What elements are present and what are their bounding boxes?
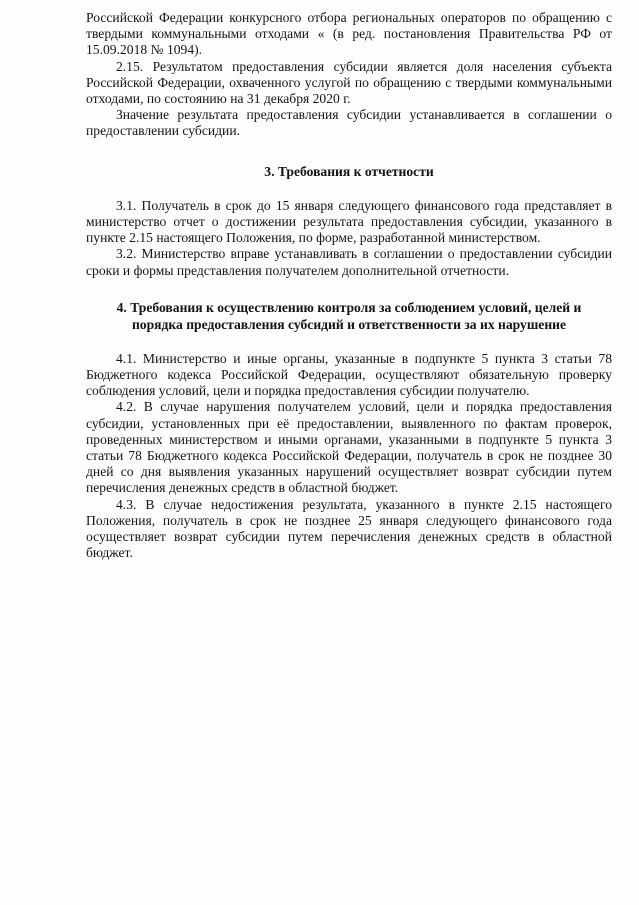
- section-4-heading-line-1: 4. Требования к осуществлению контроля за соблюдением условий, целей и: [116, 299, 582, 315]
- document-body: [86, 10, 612, 561]
- paragraph-result-value: Значение результата предоставления субсидии устанавливается в соглашении о предоставлении субсидии.: [86, 107, 612, 139]
- paragraph-4-2: 4.2. В случае нарушения получателем условий, цели и порядка предоставления субсидии, установленных при её предоставлении, выявленного по фактам проверок, проведенных министерством и иными органами, указанными в подпункте 5 пункта 3 статьи 78 Бюджетного кодекса Российской Федерации, получатель в срок не позднее 30 дней со дня выявления указанных нарушений осуществляет возврат субсидии путем перечисления денежных средств в областной бюджет.: [86, 399, 612, 496]
- section-4-heading-line-2: порядка предоставления субсидий и ответственности за их нарушение: [131, 316, 567, 332]
- paragraph-intro: Российской Федерации конкурсного отбора региональных операторов по обращению с твердыми коммунальными отходами « (в ред. постановления Правительства РФ от 15.09.2018 № 1094).: [86, 10, 612, 58]
- paragraph-4-1: 4.1. Министерство и иные органы, указанные в подпункте 5 пункта 3 статьи 78 Бюджетного кодекса Российской Федерации, осуществляют обязательную проверку соблюдения условий, цели и порядка предоставления субсидии получателю.: [86, 350, 612, 399]
- paragraph-3-2: 3.2. Министерство вправе устанавливать в соглашении о предоставлении субсидии сроки и формы представления получателем дополнительной отчетности.: [86, 246, 612, 278]
- section-4-heading: [86, 299, 612, 333]
- paragraph-3-1: 3.1. Получатель в срок до 15 января следующего финансового года представляет в министерство отчет о достижении результата предоставления субсидии, указанного в пункте 2.15 настоящего Положения, по форме, разработанной министерством.: [86, 197, 612, 246]
- section-3-heading: 3. Требования к отчетности: [264, 163, 434, 179]
- paragraph-2-15: 2.15. Результатом предоставления субсидии является доля населения субъекта Российской Федерации, охваченного услугой по обращению с твердыми коммунальными отходами, по состоянию на 31 декабря 2020 г.: [86, 58, 612, 107]
- paragraph-4-3: 4.3. В случае недостижения результата, указанного в пункте 2.15 настоящего Положения, получатель в срок не позднее 25 января следующего финансового года осуществляет возврат субсидии путем перечисления денежных средств в областной бюджет.: [86, 496, 612, 561]
